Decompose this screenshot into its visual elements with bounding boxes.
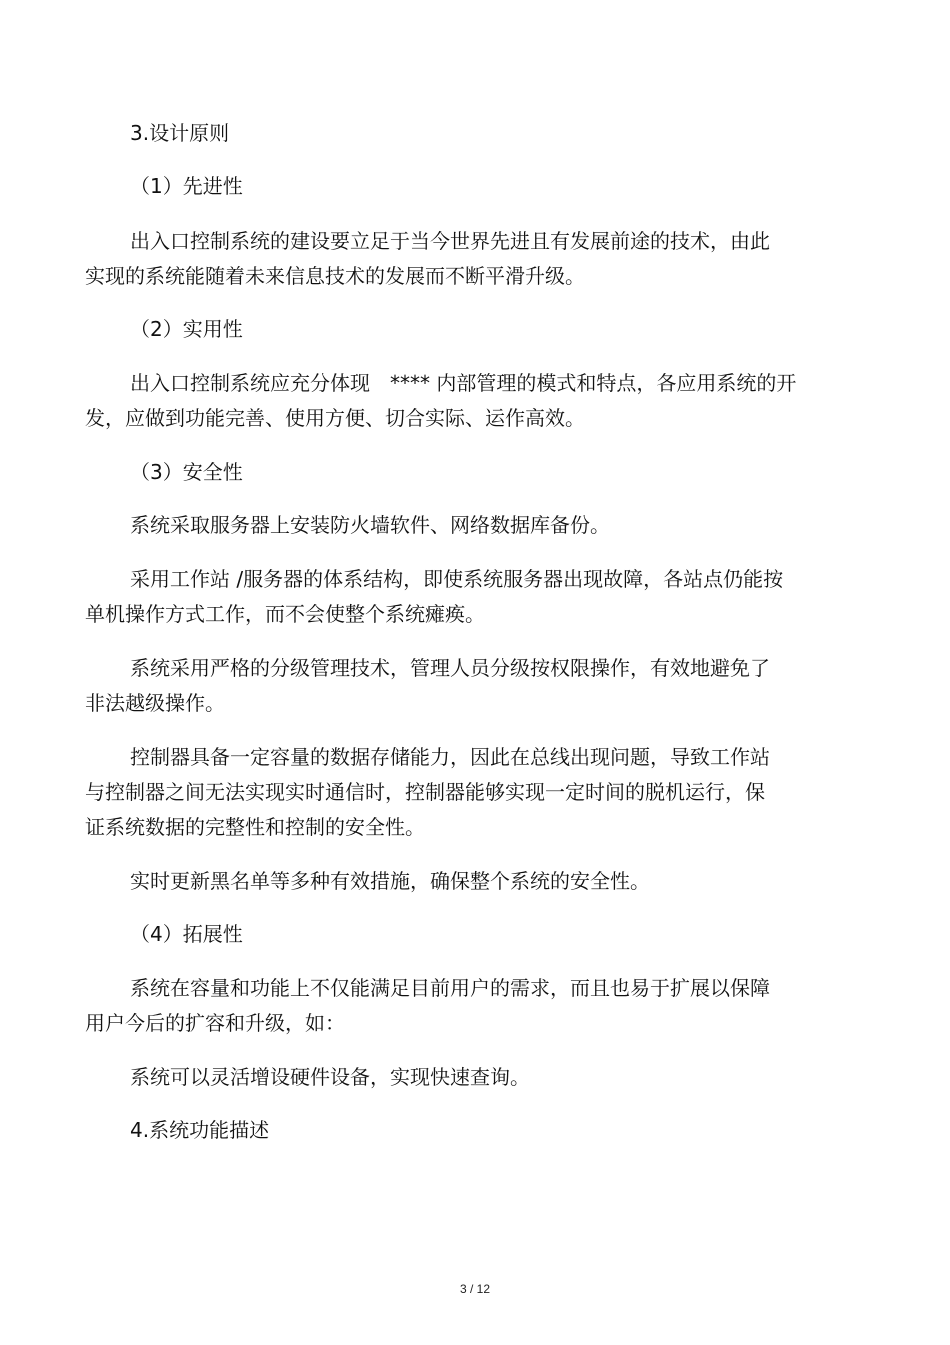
paragraph-line: 实时更新黑名单等多种有效措施，确保整个系统的安全性。 — [130, 869, 650, 893]
paragraph-line: 发，应做到功能完善、使用方便、切合实际、运作高效。 — [85, 406, 585, 430]
page-number: 3 / 12 — [459, 1282, 491, 1296]
paragraph-line: 非法越级操作。 — [85, 691, 225, 715]
paragraph-line: 系统采用严格的分级管理技术，管理人员分级按权限操作，有效地避免了 — [130, 656, 770, 680]
paragraph-line: 控制器具备一定容量的数据存储能力，因此在总线出现问题，导致工作站 — [130, 745, 770, 769]
subheading-security: （3）安全性 — [130, 460, 243, 484]
section-heading-4: 4.系统功能描述 — [130, 1118, 270, 1142]
paragraph-line: 系统采取服务器上安装防火墙软件、网络数据库备份。 — [130, 513, 610, 537]
paragraph-line: 单机操作方式工作，而不会使整个系统瘫痪。 — [85, 602, 485, 626]
paragraph-line: 系统在容量和功能上不仅能满足目前用户的需求，而且也易于扩展以保障 — [130, 976, 770, 1000]
paragraph-line: 系统可以灵活增设硬件设备，实现快速查询。 — [130, 1065, 530, 1089]
paragraph-line: 出入口控制系统应充分体现 **** 内部管理的模式和特点，各应用系统的开 — [130, 371, 797, 395]
section-heading-3: 3.设计原则 — [130, 121, 230, 145]
paragraph-line: 实现的系统能随着未来信息技术的发展而不断平滑升级。 — [85, 264, 585, 288]
subheading-practical: （2）实用性 — [130, 317, 243, 341]
subheading-advanced: （1）先进性 — [130, 174, 243, 198]
paragraph-line: 采用工作站 /服务器的体系结构，即使系统服务器出现故障，各站点仍能按 — [130, 567, 784, 591]
paragraph-line: 证系统数据的完整性和控制的安全性。 — [85, 815, 425, 839]
paragraph-line: 出入口控制系统的建设要立足于当今世界先进且有发展前途的技术，由此 — [130, 229, 770, 253]
paragraph-line: 与控制器之间无法实现实时通信时，控制器能够实现一定时间的脱机运行，保 — [85, 780, 765, 804]
paragraph-line: 用户今后的扩容和升级，如： — [85, 1011, 345, 1035]
subheading-extensibility: （4）拓展性 — [130, 922, 243, 946]
